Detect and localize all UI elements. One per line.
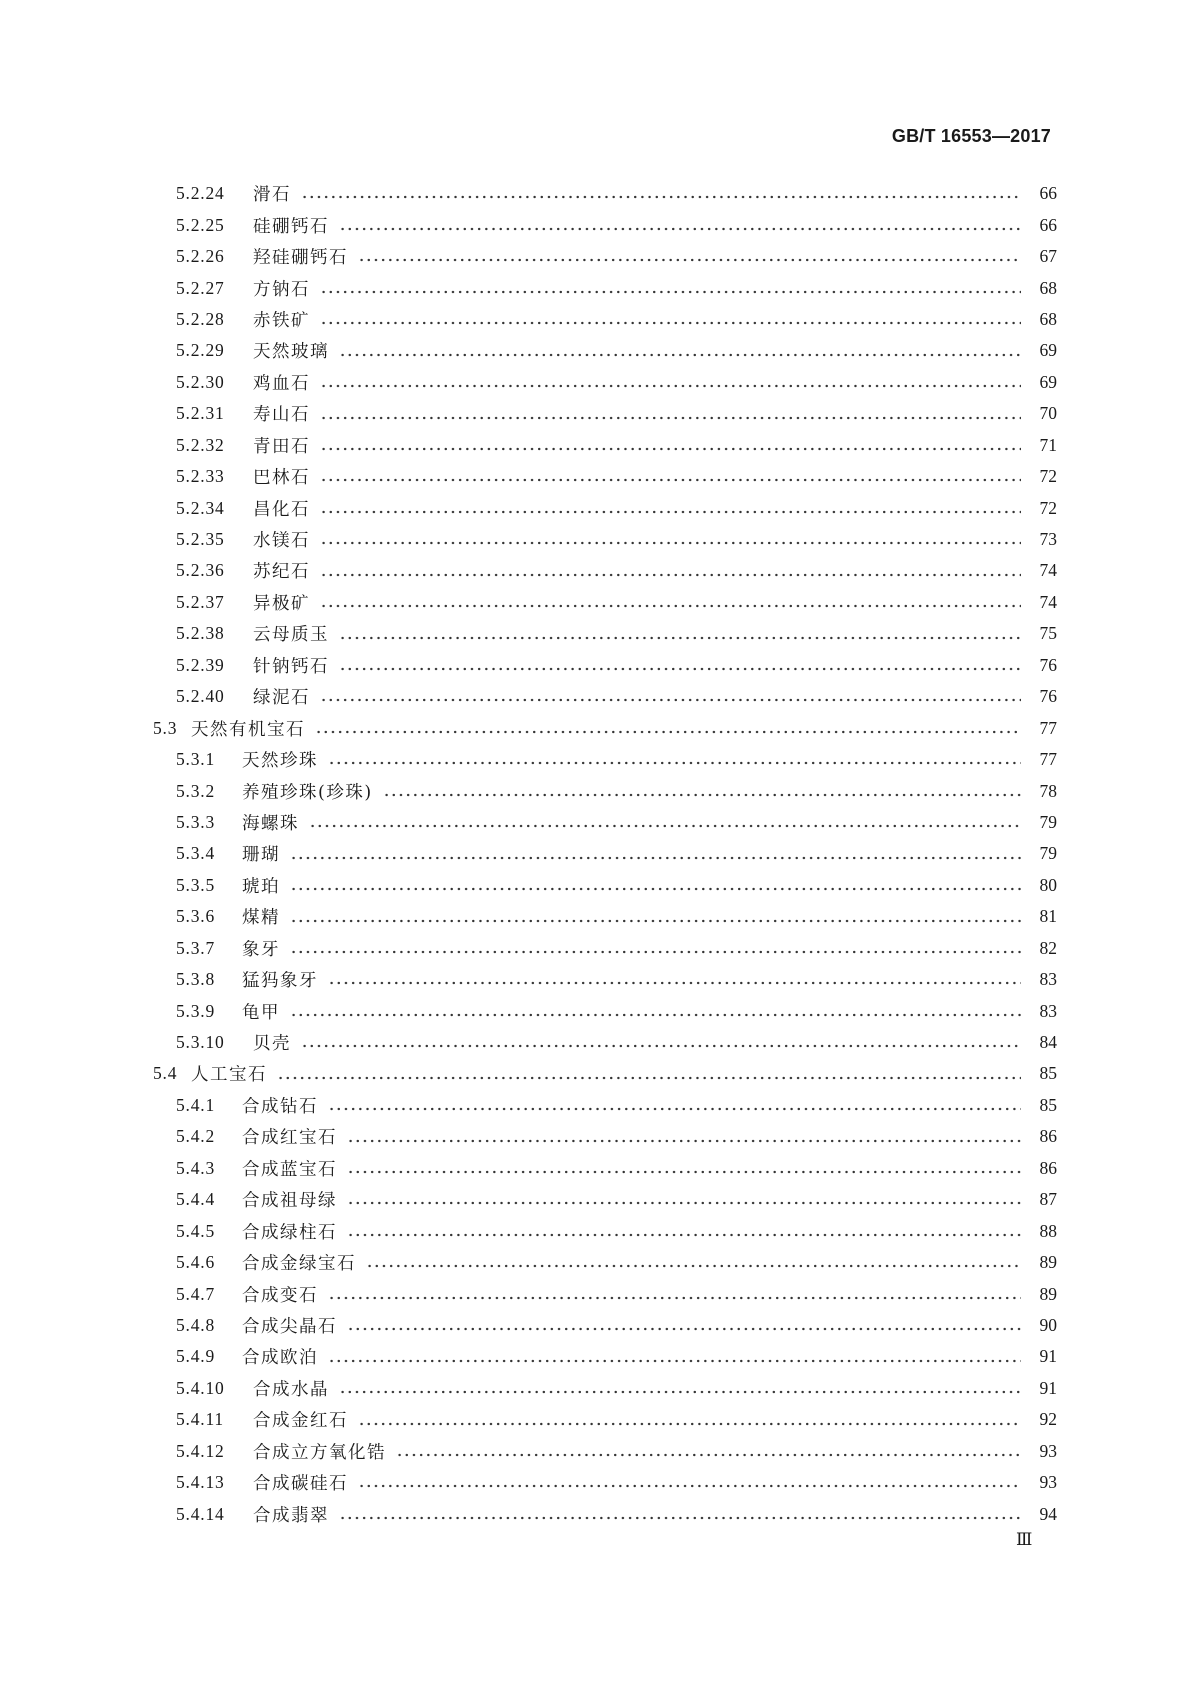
toc-entry[interactable] — [153, 1404, 1057, 1435]
toc-entry[interactable] — [153, 618, 1057, 649]
dot-leader — [320, 411, 1021, 425]
toc-entry-number: 5.4.2 — [176, 1126, 215, 1147]
toc-entry-number: 5.2.37 — [176, 591, 225, 612]
dot-leader — [383, 788, 1021, 802]
toc-entry-page: 87 — [1039, 1189, 1057, 1210]
toc-entry-page: 68 — [1039, 277, 1057, 298]
toc-entry[interactable] — [153, 1467, 1057, 1498]
dot-leader — [320, 536, 1021, 550]
toc-entry-page: 86 — [1039, 1157, 1057, 1178]
dot-leader — [358, 1417, 1021, 1431]
dot-leader — [290, 914, 1021, 928]
toc-entry-page: 90 — [1039, 1314, 1057, 1335]
dot-leader — [339, 631, 1021, 645]
toc-entry-page: 93 — [1039, 1440, 1057, 1461]
dot-leader — [358, 1479, 1021, 1493]
toc-entry-page: 69 — [1039, 371, 1057, 392]
toc-entry-number: 5.4.4 — [176, 1189, 215, 1210]
dot-leader — [347, 1134, 1021, 1148]
toc-entry-number: 5.2.31 — [176, 403, 225, 424]
dot-leader — [277, 1071, 1021, 1085]
dot-leader — [347, 1165, 1021, 1179]
toc-entry-title: 异极矿 — [253, 593, 310, 614]
toc-entry[interactable] — [153, 209, 1057, 240]
toc-entry[interactable] — [153, 335, 1057, 366]
toc-entry-title: 龟甲 — [242, 1002, 280, 1023]
toc-entry-title: 合成欧泊 — [242, 1348, 318, 1369]
page-number: Ⅲ — [1016, 1530, 1033, 1549]
toc-entry[interactable] — [153, 1310, 1057, 1341]
toc-entry-page: 75 — [1039, 623, 1057, 644]
table-of-contents — [153, 178, 1057, 1530]
toc-entry[interactable] — [153, 1278, 1057, 1309]
toc-entry-page: 72 — [1039, 466, 1057, 487]
toc-entry-number: 5.2.38 — [176, 623, 225, 644]
toc-entry[interactable] — [153, 744, 1057, 775]
toc-entry-number: 5.2.24 — [176, 183, 225, 204]
toc-entry-title: 硅硼钙石 — [253, 216, 329, 237]
dot-leader — [339, 662, 1021, 676]
toc-entry[interactable] — [153, 1058, 1057, 1089]
toc-entry-title: 海螺珠 — [242, 813, 299, 834]
toc-entry[interactable] — [153, 838, 1057, 869]
dot-leader — [320, 568, 1021, 582]
dot-leader — [339, 222, 1021, 236]
toc-entry[interactable] — [153, 241, 1057, 272]
toc-entry-page: 66 — [1039, 214, 1057, 235]
toc-entry-page: 81 — [1039, 906, 1057, 927]
dot-leader — [347, 1322, 1021, 1336]
toc-entry-page: 93 — [1039, 1472, 1057, 1493]
toc-entry[interactable] — [153, 870, 1057, 901]
dot-leader — [290, 945, 1021, 959]
toc-entry-title: 象牙 — [242, 939, 280, 960]
toc-entry-title: 贝壳 — [253, 1034, 291, 1055]
toc-entry[interactable] — [153, 807, 1057, 838]
toc-entry-page: 91 — [1039, 1346, 1057, 1367]
toc-entry-number: 5.3.3 — [176, 811, 215, 832]
toc-entry-page: 66 — [1039, 183, 1057, 204]
toc-entry-number: 5.3.2 — [176, 780, 215, 801]
toc-entry-title: 昌化石 — [253, 499, 310, 520]
toc-entry-title: 合成碳硅石 — [253, 1474, 348, 1495]
toc-entry-title: 青田石 — [253, 436, 310, 457]
toc-entry-title: 合成祖母绿 — [242, 1191, 337, 1212]
toc-entry-number: 5.3.4 — [176, 843, 215, 864]
dot-leader — [290, 1008, 1021, 1022]
toc-entry-title: 绿泥石 — [253, 688, 310, 709]
toc-entry-page: 72 — [1039, 497, 1057, 518]
toc-entry-number: 5.4.6 — [176, 1252, 215, 1273]
toc-entry-title: 苏纪石 — [253, 562, 310, 583]
toc-entry-page: 89 — [1039, 1252, 1057, 1273]
toc-entry-title: 方钠石 — [253, 279, 310, 300]
toc-entry-title: 合成金红石 — [253, 1411, 348, 1432]
toc-entry-title: 天然玻璃 — [253, 342, 329, 363]
toc-entry-page: 79 — [1039, 811, 1057, 832]
dot-leader — [396, 1448, 1021, 1462]
toc-entry-page: 82 — [1039, 937, 1057, 958]
toc-entry-title: 云母质玉 — [253, 625, 329, 646]
toc-entry-page: 89 — [1039, 1283, 1057, 1304]
toc-entry[interactable] — [153, 681, 1057, 712]
toc-entry-title: 猛犸象牙 — [242, 971, 318, 992]
toc-entry-title: 赤铁矿 — [253, 310, 310, 331]
toc-entry-page: 71 — [1039, 434, 1057, 455]
toc-entry[interactable] — [153, 492, 1057, 523]
toc-entry-number: 5.3.7 — [176, 937, 215, 958]
toc-entry-number: 5.4.3 — [176, 1157, 215, 1178]
standard-code: GB/T 16553—2017 — [891, 126, 1051, 146]
toc-entry-title: 合成尖晶石 — [242, 1316, 337, 1337]
toc-entry-title: 合成水晶 — [253, 1379, 329, 1400]
toc-entry-number: 5.3.8 — [176, 969, 215, 990]
toc-entry-number: 5.3.10 — [176, 1032, 225, 1053]
toc-entry-page: 91 — [1039, 1377, 1057, 1398]
toc-entry-number: 5.4.10 — [176, 1377, 225, 1398]
dot-leader — [347, 1228, 1021, 1242]
dot-leader — [320, 316, 1021, 330]
toc-entry-number: 5.2.34 — [176, 497, 225, 518]
dot-leader — [320, 379, 1021, 393]
toc-entry-title: 煤精 — [242, 908, 280, 929]
toc-entry[interactable] — [153, 1027, 1057, 1058]
toc-entry[interactable] — [153, 430, 1057, 461]
dot-leader — [290, 882, 1021, 896]
toc-entry-number: 5.4.12 — [176, 1440, 225, 1461]
toc-entry-title: 寿山石 — [253, 405, 310, 426]
toc-entry[interactable] — [153, 1498, 1057, 1529]
toc-entry-number: 5.2.36 — [176, 560, 225, 581]
toc-entry-number: 5.3.5 — [176, 874, 215, 895]
dot-leader — [328, 976, 1021, 990]
toc-entry[interactable] — [153, 367, 1057, 398]
toc-entry-page: 84 — [1039, 1032, 1057, 1053]
dot-leader — [328, 1291, 1021, 1305]
dot-leader — [320, 505, 1021, 519]
toc-entry[interactable] — [153, 1121, 1057, 1152]
toc-entry-title: 合成变石 — [242, 1285, 318, 1306]
dot-leader — [301, 1039, 1021, 1053]
toc-entry-number: 5.4.5 — [176, 1220, 215, 1241]
toc-entry-page: 76 — [1039, 686, 1057, 707]
toc-entry-title: 珊瑚 — [242, 845, 280, 866]
toc-entry-title: 合成钻石 — [242, 1096, 318, 1117]
dot-leader — [328, 1354, 1021, 1368]
toc-entry[interactable] — [153, 650, 1057, 681]
toc-entry[interactable] — [153, 272, 1057, 303]
toc-entry-page: 92 — [1039, 1409, 1057, 1430]
toc-entry[interactable] — [153, 901, 1057, 932]
dot-leader — [320, 442, 1021, 456]
toc-entry-page: 83 — [1039, 969, 1057, 990]
toc-entry-page: 85 — [1039, 1063, 1057, 1084]
toc-entry-title: 合成立方氧化锆 — [253, 1442, 386, 1463]
toc-entry-title: 巴林石 — [253, 468, 310, 489]
toc-entry-title: 鸡血石 — [253, 373, 310, 394]
dot-leader — [339, 1511, 1021, 1525]
toc-entry[interactable] — [153, 555, 1057, 586]
dot-leader — [320, 599, 1021, 613]
toc-entry-page: 73 — [1039, 529, 1057, 550]
toc-entry-title: 羟硅硼钙石 — [253, 248, 348, 269]
dot-leader — [320, 285, 1021, 299]
toc-entry-number: 5.3.9 — [176, 1000, 215, 1021]
toc-entry-number: 5.2.30 — [176, 371, 225, 392]
toc-entry[interactable] — [153, 1215, 1057, 1246]
toc-entry[interactable] — [153, 524, 1057, 555]
dot-leader — [339, 348, 1021, 362]
toc-entry-page: 79 — [1039, 843, 1057, 864]
toc-entry[interactable] — [153, 1184, 1057, 1215]
toc-entry-title: 滑石 — [253, 185, 291, 206]
toc-entry-title: 养殖珍珠(珍珠) — [242, 782, 373, 803]
dot-leader — [315, 725, 1021, 739]
toc-entry-page: 88 — [1039, 1220, 1057, 1241]
toc-entry-page: 74 — [1039, 591, 1057, 612]
toc-entry-number: 5.3 — [153, 717, 178, 738]
toc-entry-number: 5.4.8 — [176, 1314, 215, 1335]
toc-entry-page: 77 — [1039, 749, 1057, 770]
toc-entry-number: 5.3.6 — [176, 906, 215, 927]
toc-entry[interactable] — [153, 712, 1057, 743]
toc-entry[interactable] — [153, 995, 1057, 1026]
toc-entry-page: 86 — [1039, 1126, 1057, 1147]
toc-entry[interactable] — [153, 1341, 1057, 1372]
toc-entry-page: 69 — [1039, 340, 1057, 361]
dot-leader — [366, 1259, 1021, 1273]
toc-entry-title: 琥珀 — [242, 876, 280, 897]
toc-entry[interactable] — [153, 1373, 1057, 1404]
toc-entry-number: 5.4 — [153, 1063, 178, 1084]
toc-entry[interactable] — [153, 587, 1057, 618]
toc-entry-number: 5.2.27 — [176, 277, 225, 298]
toc-entry[interactable] — [153, 1153, 1057, 1184]
toc-entry[interactable] — [153, 964, 1057, 995]
toc-entry[interactable] — [153, 461, 1057, 492]
toc-entry-title: 水镁石 — [253, 531, 310, 552]
toc-entry[interactable] — [153, 304, 1057, 335]
toc-entry-number: 5.4.7 — [176, 1283, 215, 1304]
toc-entry-title: 人工宝石 — [191, 1065, 267, 1086]
toc-entry-page: 74 — [1039, 560, 1057, 581]
toc-entry-number: 5.2.29 — [176, 340, 225, 361]
toc-entry-page: 70 — [1039, 403, 1057, 424]
toc-entry-number: 5.4.11 — [176, 1409, 224, 1430]
toc-entry[interactable] — [153, 1090, 1057, 1121]
toc-entry[interactable] — [153, 398, 1057, 429]
dot-leader — [320, 473, 1021, 487]
toc-entry[interactable] — [153, 1247, 1057, 1278]
toc-entry-page: 85 — [1039, 1094, 1057, 1115]
toc-entry-number: 5.4.14 — [176, 1503, 225, 1524]
toc-entry-page: 67 — [1039, 246, 1057, 267]
toc-entry-number: 5.2.25 — [176, 214, 225, 235]
toc-entry[interactable] — [153, 775, 1057, 806]
toc-entry[interactable] — [153, 933, 1057, 964]
toc-entry-number: 5.2.26 — [176, 246, 225, 267]
toc-entry-title: 合成翡翠 — [253, 1505, 329, 1526]
toc-entry-number: 5.2.40 — [176, 686, 225, 707]
toc-entry-title: 合成红宝石 — [242, 1128, 337, 1149]
toc-entry-page: 78 — [1039, 780, 1057, 801]
toc-entry-title: 天然珍珠 — [242, 751, 318, 772]
dot-leader — [339, 1385, 1021, 1399]
dot-leader — [328, 756, 1021, 770]
dot-leader — [320, 693, 1021, 707]
toc-entry-title: 天然有机宝石 — [191, 719, 305, 740]
toc-entry-page: 77 — [1039, 717, 1057, 738]
dot-leader — [347, 1196, 1021, 1210]
toc-entry-number: 5.2.28 — [176, 308, 225, 329]
dot-leader — [301, 190, 1021, 204]
toc-entry-page: 83 — [1039, 1000, 1057, 1021]
toc-entry[interactable] — [153, 178, 1057, 209]
toc-entry-page: 80 — [1039, 874, 1057, 895]
toc-entry-number: 5.4.1 — [176, 1094, 215, 1115]
toc-entry-title: 针钠钙石 — [253, 656, 329, 677]
toc-entry-title: 合成蓝宝石 — [242, 1159, 337, 1180]
toc-entry-title: 合成绿柱石 — [242, 1222, 337, 1243]
toc-entry-number: 5.2.33 — [176, 466, 225, 487]
dot-leader — [290, 851, 1021, 865]
dot-leader — [358, 253, 1021, 267]
toc-entry-number: 5.2.39 — [176, 654, 225, 675]
toc-entry-page: 94 — [1039, 1503, 1057, 1524]
dot-leader — [328, 1102, 1021, 1116]
toc-entry-number: 5.4.9 — [176, 1346, 215, 1367]
toc-entry-number: 5.2.32 — [176, 434, 225, 455]
toc-entry-number: 5.3.1 — [176, 749, 215, 770]
dot-leader — [309, 819, 1021, 833]
toc-entry[interactable] — [153, 1436, 1057, 1467]
toc-entry-page: 68 — [1039, 308, 1057, 329]
toc-entry-number: 5.2.35 — [176, 529, 225, 550]
toc-entry-page: 76 — [1039, 654, 1057, 675]
toc-entry-title: 合成金绿宝石 — [242, 1254, 356, 1275]
toc-entry-number: 5.4.13 — [176, 1472, 225, 1493]
